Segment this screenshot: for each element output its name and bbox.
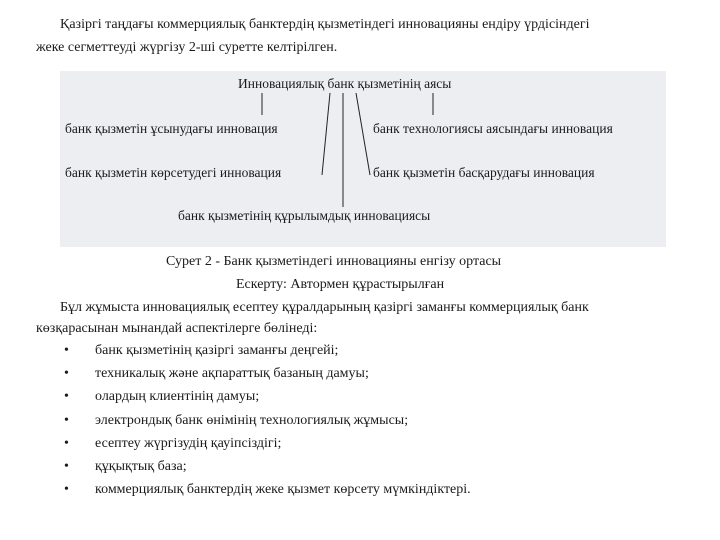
diagram-bottom-label: банк қызметінің құрылымдық инновациясы xyxy=(178,208,431,223)
list-item-text: құқықтық база; xyxy=(95,458,187,474)
bullet-marker: • xyxy=(64,412,69,428)
diagram-top-label: Инновациялық банк қызметінің аясы xyxy=(238,76,452,91)
bullet-marker: • xyxy=(64,366,69,382)
bullet-marker: • xyxy=(64,435,69,451)
list-item-text: коммерциялық банктердің жеке қызмет көрсету мүмкіндіктері. xyxy=(95,482,471,498)
bullet-marker: • xyxy=(64,458,69,474)
list-item-text: олардың клиентінің дамуы; xyxy=(95,389,260,405)
intro-line-2: жеке сегметтеуді жүргізу 2-ші суретте келтірілген. xyxy=(36,40,338,55)
diagram-left-2-label: банк қызметін көрсетудегі инновация xyxy=(65,165,282,180)
list-item-text: электрондық банк өнімінің технологиялық жұмысы; xyxy=(95,412,409,428)
diagram-left-1-label: банк қызметін ұсынудағы инновация xyxy=(65,121,278,136)
connector-left2 xyxy=(322,93,330,175)
list-item-text: техникалық және ақпараттық базаның дамуы; xyxy=(95,366,369,382)
list-item-text: есептеу жүргізудің қауіпсіздігі; xyxy=(95,435,282,451)
innovation-diagram xyxy=(60,71,666,247)
figure-caption: Сурет 2 - Банк қызметіндегі инновацияны енгізу ортасы xyxy=(166,254,502,269)
list-item-text: банк қызметінің қазіргі заманғы деңгейі; xyxy=(95,343,339,358)
body-line-2: көзқарасынан мынандай аспектілерге бөлінеді: xyxy=(36,321,318,336)
diagram-right-1-label: банк технологиясы аясындағы инновация xyxy=(373,121,613,136)
diagram-right-2-label: банк қызметін басқарудағы инновация xyxy=(373,165,595,180)
intro-line-1: Қазіргі таңдағы коммерциялық банктердің қызметіндегі инновацияны ендіру үрдісіндегі xyxy=(60,17,590,32)
connector-right2 xyxy=(356,93,370,175)
bullet-marker: • xyxy=(64,343,69,358)
bullet-marker: • xyxy=(64,389,69,405)
figure-note: Ескерту: Автормен құрастырылған xyxy=(236,277,445,292)
body-line-1: Бұл жұмыста инновациялық есептеу құралдарының қазіргі заманғы коммерциялық банк xyxy=(60,300,589,315)
bullet-marker: • xyxy=(64,482,69,498)
